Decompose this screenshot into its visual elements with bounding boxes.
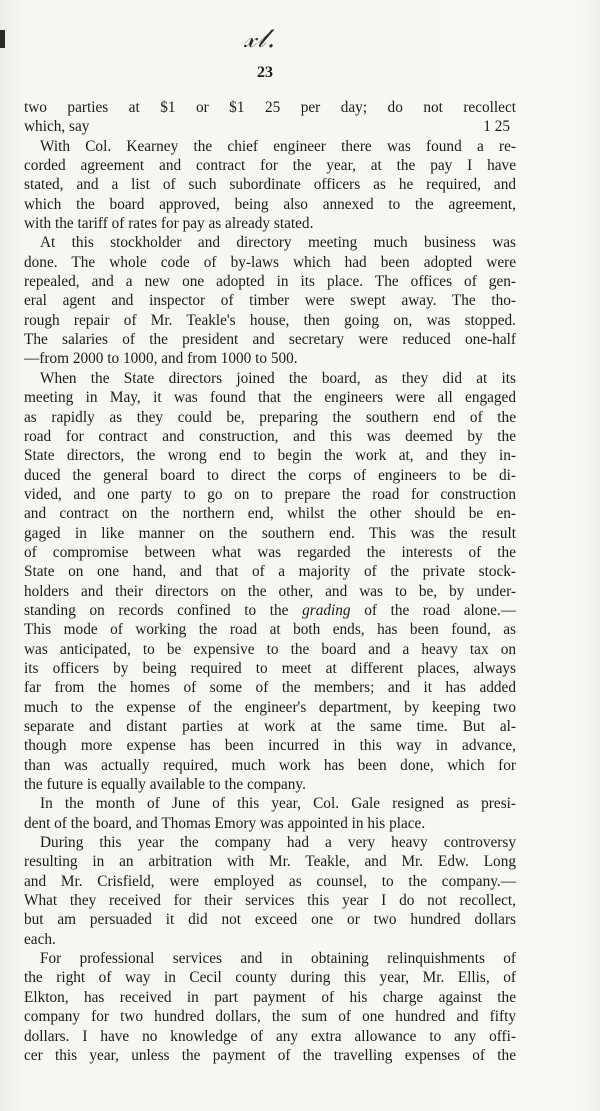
text-line: dollars. I have no knowledge of any extra allowance to any offi- bbox=[24, 1027, 516, 1045]
text-line: and Mr. Crisfield, were employed as counsel, to the company.— bbox=[24, 872, 516, 890]
text-line: separate and distant parties at work at the same time. But al- bbox=[24, 718, 516, 735]
text-line: its officers by being required to meet at different places, always bbox=[24, 659, 516, 677]
handwritten-mark: 𝓍𝓁. bbox=[244, 24, 277, 54]
text-line: corded agreement and contract for the year, at the pay I have bbox=[24, 157, 516, 175]
text-line: During this year the company had a very heavy controversy bbox=[40, 834, 516, 852]
text-line: the future is equally available to the company. bbox=[24, 776, 306, 794]
text-line: with the tariff of rates for pay as already stated. bbox=[24, 215, 314, 233]
text-line: dent of the board, and Thomas Emory was appointed in his place. bbox=[24, 814, 426, 832]
text-line: each. bbox=[24, 930, 56, 948]
text-line: At this stockholder and directory meeting much business was bbox=[40, 234, 516, 252]
text-line: far from the homes of some of the members; and it has added bbox=[24, 679, 516, 697]
text-line: which the board approved, being also annexed to the agreement, bbox=[24, 195, 516, 213]
text-line: holders and their directors on the other, and was to be, by under- bbox=[24, 582, 516, 600]
text-line: road for contract and construction, and this was deemed by the bbox=[24, 427, 516, 445]
italic-word: grading bbox=[302, 601, 351, 619]
text-line: meeting in May, it was found that the engineers were all engaged bbox=[24, 389, 516, 407]
text-line: cer this year, unless the payment of the travelling expenses of the bbox=[24, 1046, 516, 1064]
text-line: What they received for their services this year I do not recollect, bbox=[24, 892, 516, 910]
line-text: which, say bbox=[24, 118, 90, 136]
text-line: than was actually required, much work has been done, which for bbox=[24, 756, 516, 774]
binding-edge bbox=[0, 30, 5, 48]
text-line bbox=[24, 117, 516, 136]
line-text: of the road alone.— bbox=[350, 601, 516, 619]
text-line: stated, and a list of such subordinate officers as he required, and bbox=[24, 176, 516, 194]
text-line: as rapidly as they could be, preparing the southern end of the bbox=[24, 408, 516, 426]
text-line: Elkton, has received in part payment of his charge against the bbox=[24, 988, 516, 1006]
line-text: standing on records confined to the bbox=[24, 601, 303, 619]
text-line: rough repair of Mr. Teakle's house, then going on, was stopped. bbox=[24, 311, 516, 329]
page-number: 23 bbox=[257, 64, 273, 81]
text-line: gaged in like manner on the southern end. This was the result bbox=[24, 524, 516, 542]
text-line: When the State directors joined the board, as they did at its bbox=[40, 369, 516, 387]
text-line: duced the general board to direct the corps of engineers to be di- bbox=[24, 466, 516, 484]
text-line: vided, and one party to go on to prepare the road for construction bbox=[24, 485, 516, 503]
text-line: repealed, and a new one adopted in its place. The offices of gen- bbox=[24, 273, 516, 291]
text-line: resulting in an arbitration with Mr. Teakle, and Mr. Edw. Long bbox=[24, 853, 516, 871]
text-line: was anticipated, to be expensive to the board and a heavy tax on bbox=[24, 640, 516, 658]
text-line: done. The whole code of by-laws which had been adopted were bbox=[24, 253, 516, 271]
text-line: two parties at $1 or $1 25 per day; do not recollect bbox=[24, 99, 516, 116]
text-line: the right of way in Cecil county during this year, Mr. Ellis, of bbox=[24, 969, 516, 987]
text-line: With Col. Kearney the chief engineer there was found a re- bbox=[40, 137, 516, 155]
body-text bbox=[24, 98, 516, 1065]
text-line: The salaries of the president and secretary were reduced one-half bbox=[24, 331, 516, 349]
text-line: For professional services and in obtaining relinquishments of bbox=[40, 950, 516, 968]
text-line: State directors, the wrong end to begin the work at, and they in- bbox=[24, 447, 516, 465]
amount-value: 1 25 bbox=[483, 118, 510, 136]
text-line: State on one hand, and that of a majority of the private stock- bbox=[24, 563, 516, 581]
text-line: much to the expense of the engineer's department, by keeping two bbox=[24, 698, 516, 716]
text-line: —from 2000 to 1000, and from 1000 to 500. bbox=[24, 350, 298, 368]
text-line: eral agent and inspector of timber were swept away. The tho- bbox=[24, 292, 516, 310]
text-line: company for two hundred dollars, the sum of one hundred and fifty bbox=[24, 1008, 516, 1026]
text-line: but am persuaded it did not exceed one or two hundred dollars bbox=[24, 911, 516, 929]
text-line: of compromise between what was regarded the interests of the bbox=[24, 543, 516, 561]
text-line: and contract on the northern end, whilst the other should be en- bbox=[24, 505, 516, 523]
text-line: This mode of working the road at both ends, has been found, as bbox=[24, 621, 516, 639]
text-line: In the month of June of this year, Col. Gale resigned as presi- bbox=[40, 795, 516, 813]
text-line bbox=[24, 601, 516, 620]
text-line: though more expense has been incurred in this way in advance, bbox=[24, 737, 516, 755]
